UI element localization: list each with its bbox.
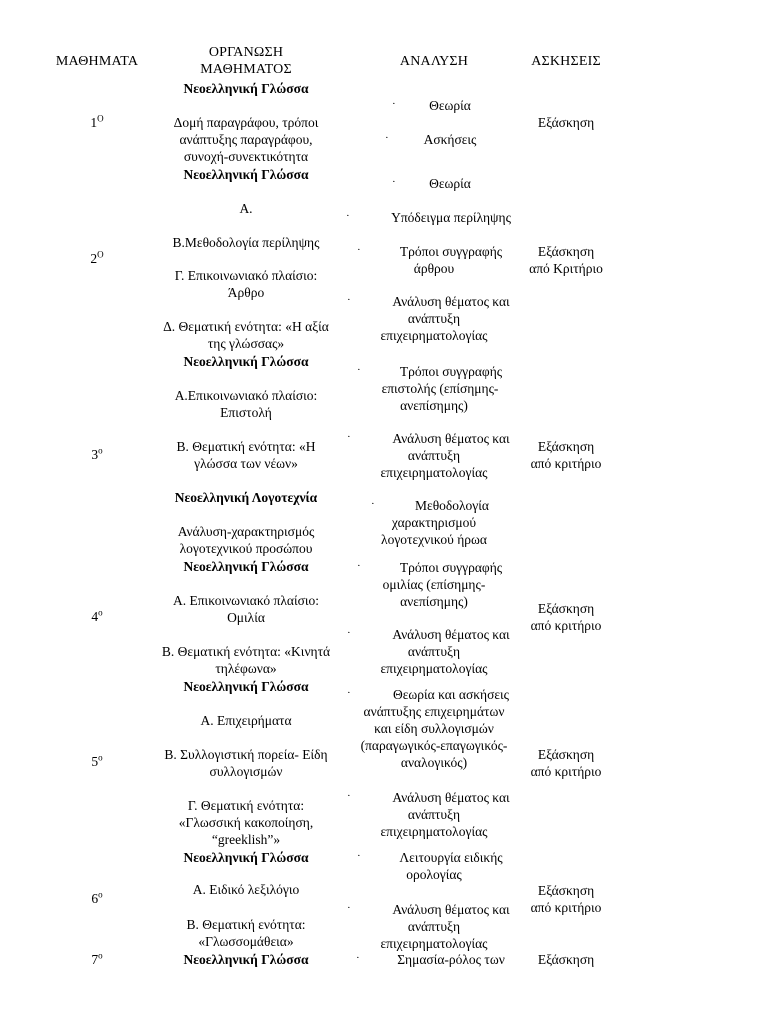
row-2-analysis-item: Υπόδειγμα περίληψης xyxy=(391,210,511,225)
row-2-analysis-item: Ανάλυση θέματος και xyxy=(392,294,510,309)
row-5-number: $5^o$ xyxy=(91,752,103,769)
row-4-number: $4^o$ xyxy=(91,607,103,624)
row-3-exercise: από κριτήριο xyxy=(530,456,602,471)
row-1-org: Δομή παραγράφου, τρόποι xyxy=(173,115,319,130)
row-2-org: της γλώσσας» xyxy=(207,336,285,351)
row-3-org2: λογοτεχνικού προσώπου xyxy=(179,541,313,556)
row-1-number: $1^O$ xyxy=(90,113,104,130)
row-2-analysis-item: άρθρου xyxy=(413,261,455,276)
row-4-analysis-item: Τρόποι συγγραφής xyxy=(399,560,503,575)
row-3-analysis-item: επιστολής (επίσημης- xyxy=(381,381,499,396)
row-2-exercise: Εξάσκηση xyxy=(537,244,595,259)
row-4-org: Α. Επικοινωνιακό πλαίσιο: xyxy=(173,593,319,608)
row-7-analysis-item: Σημασία-ρόλος των xyxy=(397,952,505,967)
bullet: · xyxy=(347,902,351,914)
row-3-analysis-item: χαρακτηρισμού xyxy=(391,515,477,530)
row-5-analysis-item: ανάπτυξης επιχειρημάτων xyxy=(363,704,505,719)
bullet: · xyxy=(392,176,396,188)
row-5-analysis-item: ανάπτυξη xyxy=(407,807,461,822)
row-3-title2: Νεοελληνική Λογοτεχνία xyxy=(174,490,318,505)
row-6-analysis-item: ανάπτυξη xyxy=(407,919,461,934)
row-2-org: Γ. Επικοινωνιακό πλαίσιο: xyxy=(174,268,318,283)
row-3-org: Επιστολή xyxy=(220,405,272,420)
row-2-title: Νεοελληνική Γλώσσα xyxy=(183,167,309,182)
row-3-analysis-item: Τρόποι συγγραφής xyxy=(399,364,503,379)
row-2-exercise: από Κριτήριο xyxy=(529,261,603,276)
row-3-org2: Ανάλυση-χαρακτηρισμός xyxy=(177,524,315,539)
row-5-org: Γ. Θεματική ενότητα: xyxy=(187,798,305,813)
row-6-org: «Γλωσσομάθεια» xyxy=(198,934,294,949)
bullet: · xyxy=(347,790,351,802)
row-5-analysis-item: Θεωρία και ασκήσεις xyxy=(392,687,510,702)
row-5-analysis-item: αναλογικός) xyxy=(400,755,468,770)
row-3-exercise: Εξάσκηση xyxy=(537,439,595,454)
row-6-title: Νεοελληνική Γλώσσα xyxy=(183,850,309,865)
row-4-analysis-item: ομιλίας (επίσημης- xyxy=(382,577,486,592)
row-4-title: Νεοελληνική Γλώσσα xyxy=(183,559,309,574)
bullet: · xyxy=(347,627,351,639)
row-5-analysis-item: Ανάλυση θέματος και xyxy=(392,790,510,805)
row-3-analysis-item: ανεπίσημης) xyxy=(400,398,468,413)
row-3-org: Α.Επικοινωνιακό πλαίσιο: xyxy=(174,388,318,403)
row-3-analysis-item: λογοτεχνικού ήρωα xyxy=(381,532,487,547)
row-3-title: Νεοελληνική Γλώσσα xyxy=(183,354,309,369)
row-6-number: $6^o$ xyxy=(91,889,103,906)
row-2-analysis-item: Θεωρία xyxy=(429,176,471,191)
header-organization-line2: ΜΑΘΗΜΑΤΟΣ xyxy=(200,62,292,77)
row-2-analysis-item: Τρόποι συγγραφής xyxy=(399,244,503,259)
row-4-analysis-item: ανεπίσημης) xyxy=(400,594,468,609)
bullet: · xyxy=(357,364,361,376)
row-1-org: ανάπτυξης παραγράφου, xyxy=(179,132,313,147)
row-3-analysis-item: επιχειρηματολογίας xyxy=(380,465,488,480)
row-5-title: Νεοελληνική Γλώσσα xyxy=(183,679,309,694)
row-4-analysis-item: Ανάλυση θέματος και xyxy=(392,627,510,642)
row-5-analysis-item: και είδη συλλογισμών xyxy=(374,721,494,736)
row-7-title: Νεοελληνική Γλώσσα xyxy=(183,952,309,967)
row-2-analysis-item: επιχειρηματολογίας xyxy=(380,328,488,343)
bullet: · xyxy=(357,850,361,862)
row-4-org: Β. Θεματική ενότητα: «Κινητά xyxy=(161,644,331,659)
header-organization-line1: ΟΡΓΑΝΩΣΗ xyxy=(208,45,284,60)
row-5-exercise: από κριτήριο xyxy=(530,764,602,779)
row-5-org: Β. Συλλογιστική πορεία- Είδη xyxy=(164,747,328,762)
row-2-org: Άρθρο xyxy=(227,285,265,300)
row-2-number: $2^O$ xyxy=(90,249,104,266)
header-lessons: ΜΑΘΗΜΑΤΑ xyxy=(55,54,139,69)
bullet: · xyxy=(347,431,351,443)
row-1-exercise: Εξάσκηση xyxy=(537,115,595,130)
row-3-analysis-item: Μεθοδολογία xyxy=(415,498,489,513)
row-6-org: Α. Ειδικό λεξιλόγιο xyxy=(192,882,300,897)
row-4-exercise: Εξάσκηση xyxy=(537,601,595,616)
bullet: · xyxy=(347,294,351,306)
row-2-org: Α. xyxy=(239,201,253,216)
row-5-analysis-item: επιχειρηματολογίας xyxy=(380,824,488,839)
row-4-org: Ομιλία xyxy=(227,610,265,625)
row-7-exercise: Εξάσκηση xyxy=(537,952,595,967)
bullet: · xyxy=(356,952,360,964)
bullet: · xyxy=(346,210,350,222)
row-5-exercise: Εξάσκηση xyxy=(537,747,595,762)
row-5-org: “greeklish”» xyxy=(211,832,281,847)
header-analysis: ΑΝΑΛΥΣΗ xyxy=(399,54,469,69)
row-6-analysis-item: Λειτουργία ειδικής xyxy=(399,850,503,865)
row-4-exercise: από κριτήριο xyxy=(530,618,602,633)
row-6-analysis-item: Ανάλυση θέματος και xyxy=(392,902,510,917)
row-3-number: $3^o$ xyxy=(91,445,103,462)
row-1-title: Νεοελληνική Γλώσσα xyxy=(183,81,309,96)
bullet: · xyxy=(392,98,396,110)
row-4-analysis-item: επιχειρηματολογίας xyxy=(380,661,488,676)
row-2-analysis-item: ανάπτυξη xyxy=(407,311,461,326)
row-5-org: Α. Επιχειρήματα xyxy=(200,713,292,728)
row-1-analysis-item: Ασκήσεις xyxy=(423,132,477,147)
row-3-org: Β. Θεματική ενότητα: «Η xyxy=(176,439,316,454)
row-3-analysis-item: ανάπτυξη xyxy=(407,448,461,463)
row-6-exercise: από κριτήριο xyxy=(530,900,602,915)
row-1-analysis-item: Θεωρία xyxy=(429,98,471,113)
row-2-org: Δ. Θεματική ενότητα: «Η αξία xyxy=(163,319,329,334)
row-5-org: συλλογισμών xyxy=(209,764,283,779)
bullet: · xyxy=(371,498,375,510)
bullet: · xyxy=(347,687,351,699)
row-4-org: τηλέφωνα» xyxy=(215,661,277,676)
row-6-analysis-item: επιχειρηματολογίας xyxy=(380,936,488,951)
row-5-org: «Γλωσσική κακοποίηση, xyxy=(178,815,314,830)
row-7-number: $7^o$ xyxy=(91,950,103,967)
bullet: · xyxy=(357,560,361,572)
row-6-analysis-item: ορολογίας xyxy=(406,867,462,882)
row-3-org: γλώσσα των νέων» xyxy=(194,456,298,471)
row-6-exercise: Εξάσκηση xyxy=(537,883,595,898)
row-1-org: συνοχή-συνεκτικότητα xyxy=(183,149,309,164)
row-3-analysis-item: Ανάλυση θέματος και xyxy=(392,431,510,446)
row-4-analysis-item: ανάπτυξη xyxy=(407,644,461,659)
row-2-org: Β.Μεθοδολογία περίληψης xyxy=(172,235,320,250)
row-5-analysis-item: (παραγωγικός-επαγωγικός- xyxy=(360,738,508,753)
bullet: · xyxy=(357,244,361,256)
bullet: · xyxy=(385,132,389,144)
row-6-org: Β. Θεματική ενότητα: xyxy=(186,917,306,932)
header-exercises: ΑΣΚΗΣΕΙΣ xyxy=(531,54,601,69)
